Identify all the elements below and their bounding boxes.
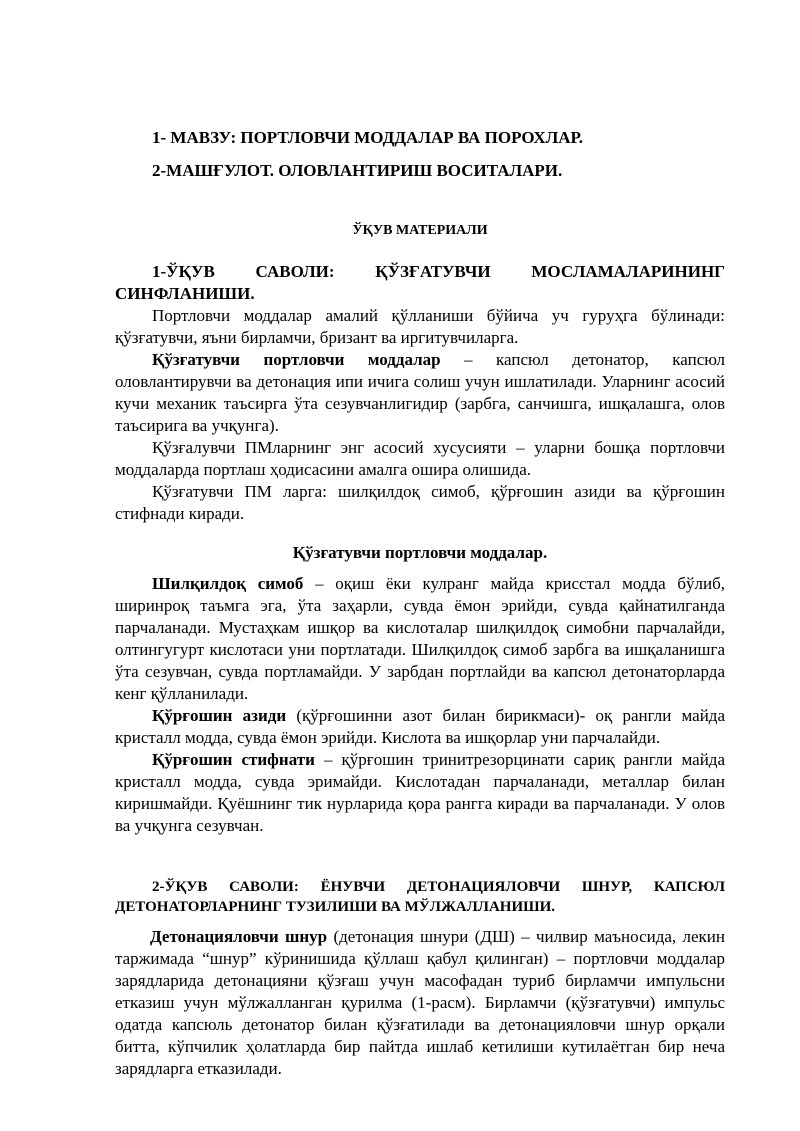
question2-paragraph-1-text: (детонация шнури (ДШ) – чилвир маъносида, лекин таржимада “шнур” кўринишида қўллаш қабул қилинган) – портловчи моддалар зарядларида детонацияни қўзғаш учун масофадан туриб бирламчи импульсни етказиш учун мўлжалланган қурилма (1-расм). Бирламчи (қўзғатувчи) импульс одатда капсюль детонатор билан қўзғатилади ва детонацияловчи шнур орқали битта, кўпчилик ҳолатларда бир пайтда ишлаб кетилиши кутилаётган бир неча зарядларга етказилади. <box>115 927 725 1078</box>
term-initiating-explosives: Қўзғатувчи портловчи моддалар <box>152 350 441 369</box>
question1-paragraph-2-text: – капсюл детонатор, капсюл оловлантирувчи ва детонация ипи ичига солиш учун ишлатилади. Уларнинг асосий кучи механик таъсирга ўта сезувчанлигидир (зарбга, санчишга, ишқалашга, олов таъсирига ва учқунга). <box>115 350 725 435</box>
section-title: Қўзғатувчи портловчи моддалар. <box>292 543 548 562</box>
question1-section <box>115 261 725 525</box>
lead-styphnate-text: – қўрғошин тринитрезорцинати сариқ рангли майда кристалл модда, сувда эримайди. Кислотадан парчаланади, металлар билан киришмайди. Қуёшнинг тик нурларида қора рангга киради ва парчаланади. У олов ва учқунга сезувчан. <box>115 750 725 835</box>
term-detonating-cord: Детонацияловчи шнур <box>150 927 328 946</box>
term-mercury-fulminate: Шилқилдоқ симоб <box>152 574 304 593</box>
question1-heading: 1-ЎҚУВ САВОЛИ: ҚЎЗҒАТУВЧИ МОСЛАМАЛАРИНИНГ СИНФЛАНИШИ. <box>115 262 725 303</box>
term-lead-azide: Қўрғошин азиди <box>152 706 287 725</box>
mercury-fulminate-text: – оқиш ёки кулранг майда крисстал модда бўлиб, ширинроқ таъмга эга, ўта заҳарли, сувда ёмон эрийди, сувда қайнатилганда парчаланади. Мустаҳкам ишқор ва кислоталар шилқилдоқ симобни парчалайди, олтингугурт кислотаси уни портлатади. Шилқилдоқ симоб зарбга ва ишқаланишга ўта сезувчан, сувда портламайди. У зарбдан портлайди ва капсюл детонаторларда кенг қўлланилади. <box>115 574 725 703</box>
substance-paragraph-lead-styphnate <box>115 749 725 837</box>
topic-title: 1- МАВЗУ: ПОРТЛОВЧИ МОДДАЛАР ВА ПОРОХЛАР. <box>152 128 584 147</box>
term-lead-styphnate: Қўрғошин стифнати <box>152 750 315 769</box>
substance-paragraph-mercury-fulminate <box>115 573 725 705</box>
substances-section <box>115 573 725 837</box>
lead-azide-text: (қўрғошинни азот билан бирикмаси)- оқ рангли майда кристалл модда, сувда ёмон эрийди. Кислота ва ишқорлар уни парчалайди. <box>115 706 725 747</box>
material-title: ЎҚУВ МАТЕРИАЛИ <box>352 223 488 238</box>
question1-paragraph-1: Портловчи моддалар амалий қўлланиши бўйича уч гуруҳга бўлинади: қўзғатувчи, яъни бирламчи, бризант ва иргитувчиларга. <box>115 306 725 347</box>
question2-heading: 2-ЎҚУВ САВОЛИ: ЁНУВЧИ ДЕТОНАЦИЯЛОВЧИ ШНУР, КАПСЮЛ ДЕТОНАТОРЛАРНИНГ ТУЗИЛИШИ ВА МЎЛЖАЛЛАНИШИ. <box>115 879 725 915</box>
question2-paragraph-1 <box>115 926 725 1080</box>
question1-paragraph-3: Қўзғалувчи ПМларнинг энг асосий хусусияти – уларни бошқа портловчи моддаларда портлаш ҳодисасини амалга ошира олишида. <box>115 438 725 479</box>
question1-paragraph-2 <box>115 349 725 437</box>
substance-paragraph-lead-azide <box>115 705 725 749</box>
question1-paragraph-4: Қўзғатувчи ПМ ларга: шилқилдоқ симоб, қўрғошин азиди ва қўрғошин стифнади киради. <box>115 482 725 523</box>
lesson-title: 2-МАШҒУЛОТ. ОЛОВЛАНТИРИШ ВОСИТАЛАРИ. <box>152 161 563 180</box>
question2-section <box>115 877 725 1080</box>
